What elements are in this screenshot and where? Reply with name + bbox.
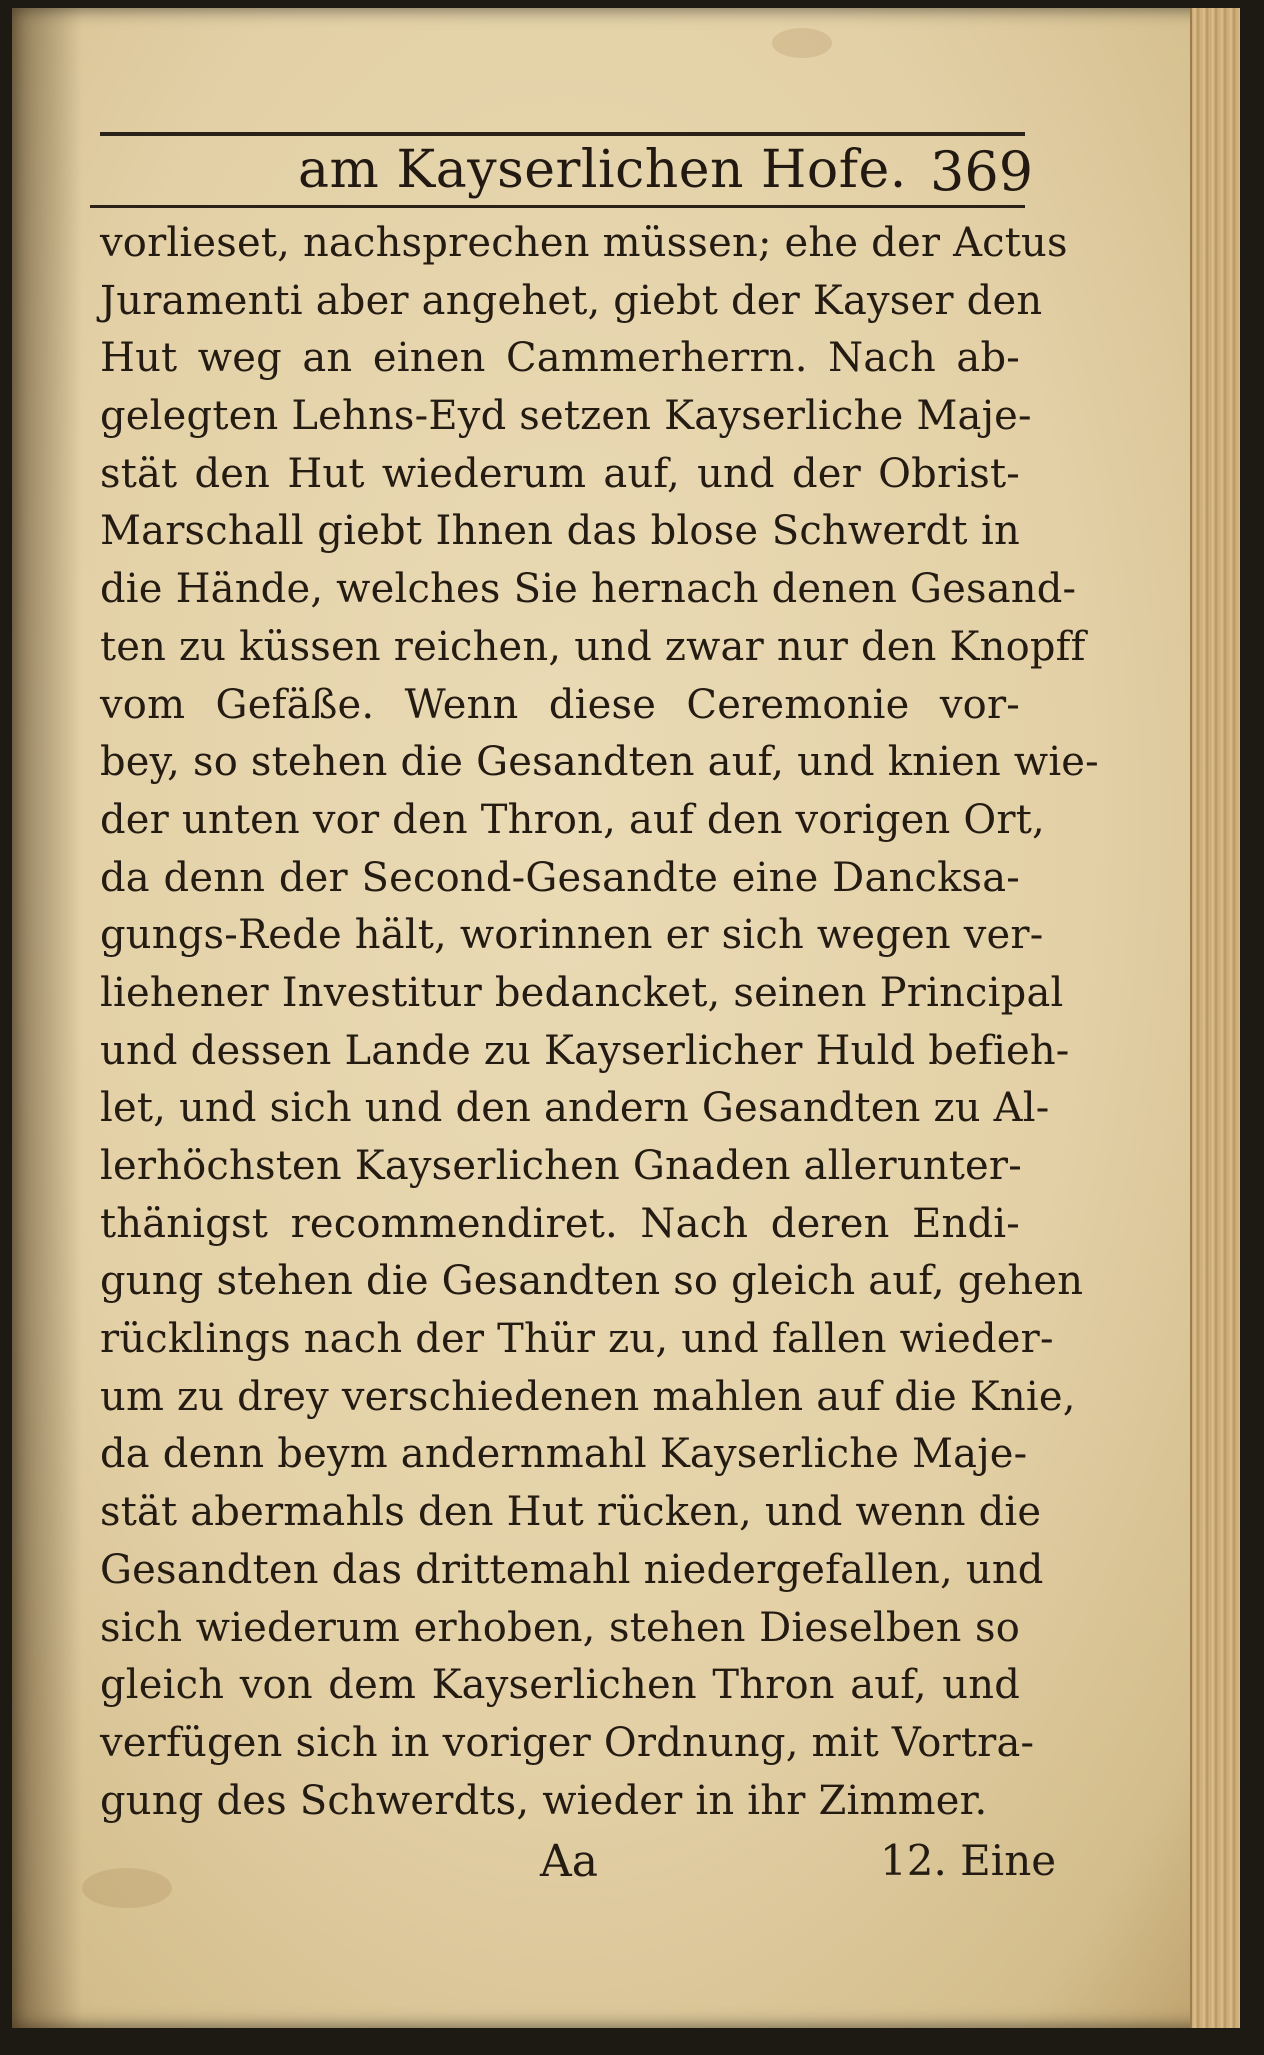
header-bottom-rule bbox=[90, 205, 1025, 208]
text-line: gleich von dem Kayserlichen Thron auf, und bbox=[100, 1662, 1020, 1709]
text-line: sich wiederum erhoben, stehen Dieselben so bbox=[100, 1604, 1020, 1651]
text-line: gungs-Rede hält, worinnen er sich wegen ver- bbox=[100, 912, 1044, 959]
running-head: am Kayserlichen Hofe. bbox=[298, 140, 907, 200]
paper-stain bbox=[772, 28, 832, 58]
text-line: Juramenti aber angehet, giebt der Kayser den bbox=[100, 277, 1043, 324]
text-line: gelegten Lehns-Eyd setzen Kayserliche Maje- bbox=[100, 393, 1032, 440]
text-line: Gesandten das drittemahl niedergefallen, und bbox=[100, 1546, 1044, 1593]
text-line: let, und sich und den andern Gesandten zu Al- bbox=[100, 1085, 1050, 1132]
text-line: thänigst recommendiret. Nach deren Endi- bbox=[100, 1200, 1020, 1247]
signature-mark: Aa bbox=[540, 1836, 599, 1887]
text-line: bey, so stehen die Gesandten auf, und knien wie- bbox=[100, 739, 1099, 786]
text-line: gung des Schwerdts, wieder in ihr Zimmer. bbox=[100, 1777, 988, 1824]
gutter-shadow bbox=[12, 8, 82, 2028]
text-line: da denn beym andernmahl Kayserliche Maje- bbox=[100, 1431, 1028, 1478]
body-text bbox=[100, 215, 1099, 1830]
text-line: vom Gefäße. Wenn diese Ceremonie vor- bbox=[100, 681, 1020, 728]
text-line: da denn der Second-Gesandte eine Dancksa- bbox=[100, 854, 1020, 901]
text-line: rücklings nach der Thür zu, und fallen wieder- bbox=[100, 1316, 1054, 1363]
text-line: der unten vor den Thron, auf den vorigen Ort, bbox=[100, 796, 1045, 843]
paper-stain bbox=[82, 1868, 172, 1908]
page-number: 369 bbox=[930, 140, 1034, 203]
text-line: stät den Hut wiederum auf, und der Obrist- bbox=[100, 450, 1020, 497]
text-line: Hut weg an einen Cammerherrn. Nach ab- bbox=[100, 335, 1020, 382]
text-line: verfügen sich in voriger Ordnung, mit Vortra- bbox=[100, 1719, 1035, 1766]
text-line: stät abermahls den Hut rücken, und wenn die bbox=[100, 1489, 1042, 1536]
text-line: Marschall giebt Ihnen das blose Schwerdt in bbox=[100, 508, 1020, 555]
text-line: liehener Investitur bedancket, seinen Principal bbox=[100, 969, 1064, 1016]
text-line: die Hände, welches Sie hernach denen Gesand- bbox=[100, 566, 1077, 613]
text-line: und dessen Lande zu Kayserlicher Huld befieh- bbox=[100, 1027, 1070, 1074]
catchword: 12. Eine bbox=[880, 1836, 1057, 1885]
text-line: lerhöchsten Kayserlichen Gnaden allerunter- bbox=[100, 1143, 1022, 1189]
page-edges bbox=[1190, 8, 1240, 2028]
text-line: gung stehen die Gesandten so gleich auf, gehen bbox=[100, 1258, 1084, 1305]
text-line: um zu drey verschiedenen mahlen auf die Knie, bbox=[100, 1373, 1076, 1420]
text-line: ten zu küssen reichen, und zwar nur den Knopff bbox=[100, 623, 1086, 670]
text-line: vorlieset, nachsprechen müssen; ehe der Actus bbox=[100, 220, 1068, 266]
header-top-rule bbox=[100, 132, 1025, 136]
